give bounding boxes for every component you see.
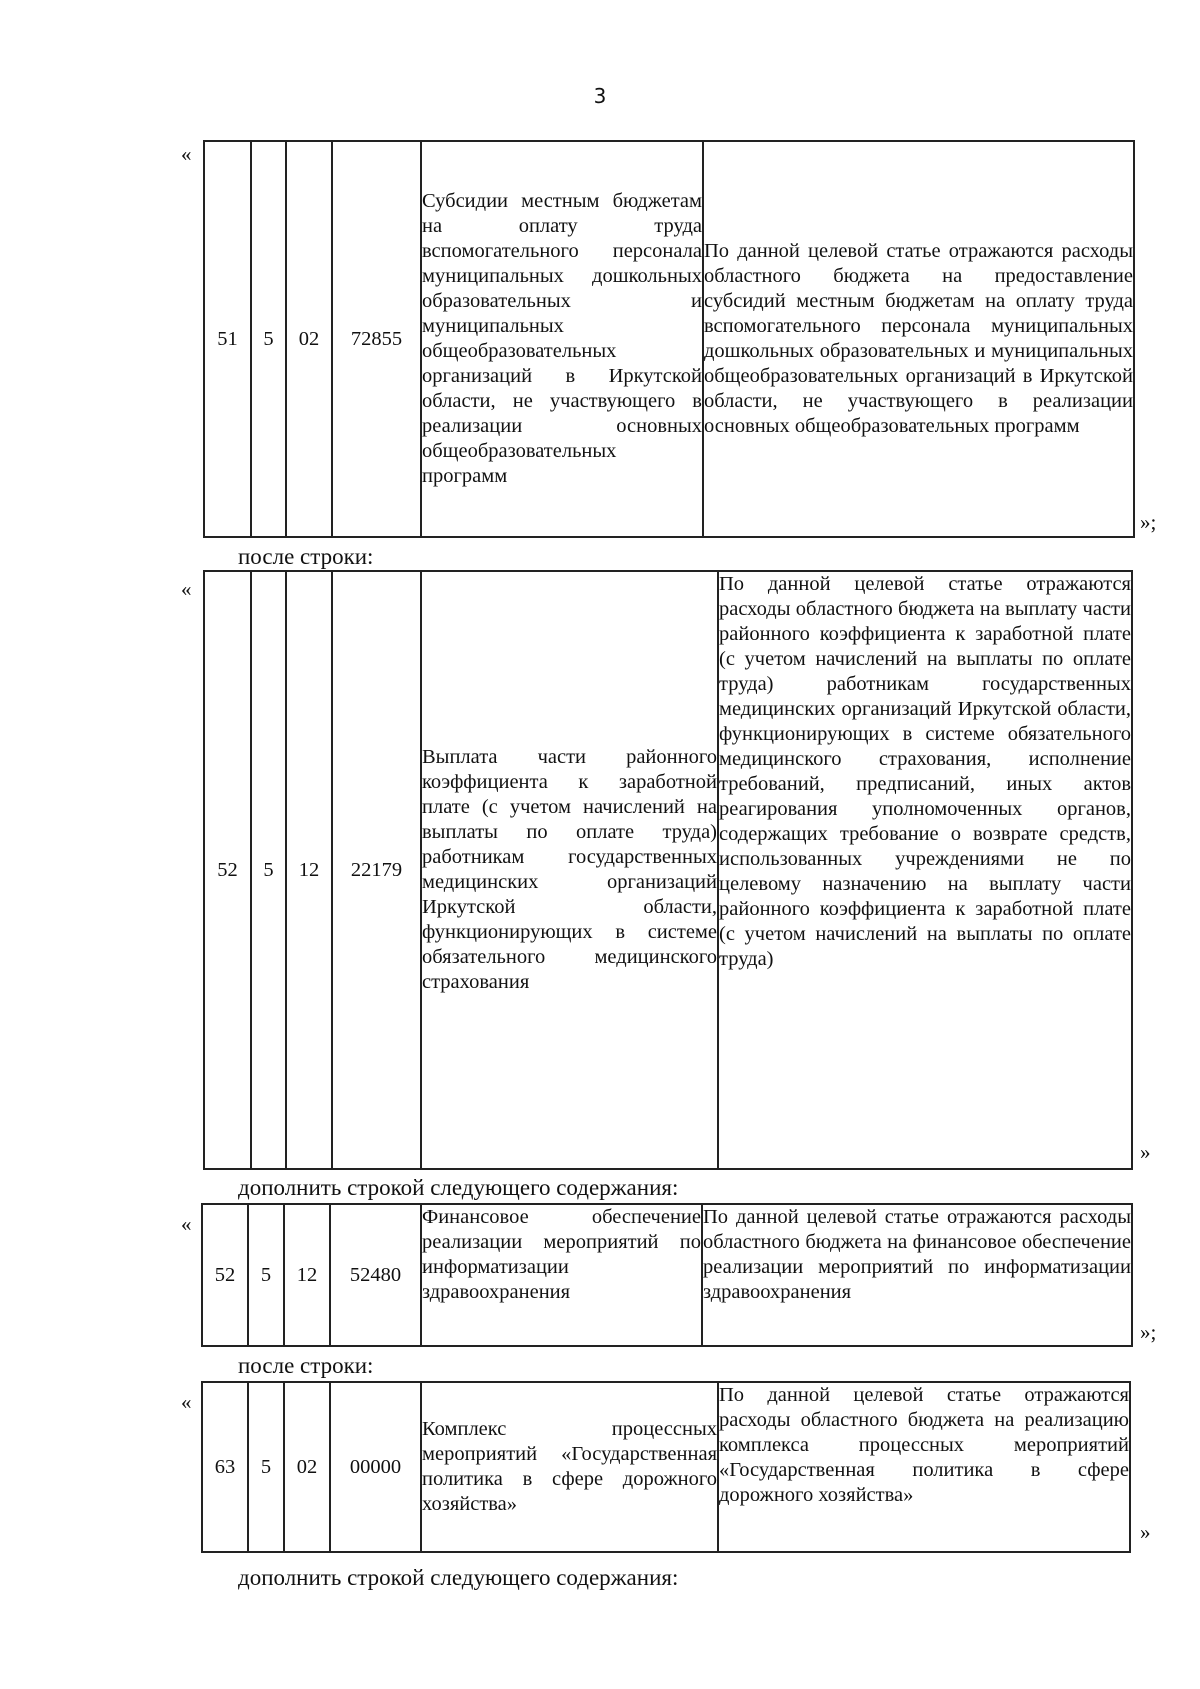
closing-quote: » — [1140, 1520, 1151, 1544]
code-cell: 63 — [202, 1382, 248, 1552]
code-cell: 02 — [284, 1382, 330, 1552]
budget-table-row — [201, 1203, 1133, 1347]
code-cell: 52480 — [330, 1204, 421, 1346]
code-cell: 02 — [286, 141, 332, 537]
code-cell: 51 — [204, 141, 251, 537]
expense-description-cell: По данной целевой статье отражаются расходы областного бюджета на предоставление субсидий местным бюджетам на оплату труда вспомогательного персонала муниципальных дошкольных образовательных и муниципальных общеобразовательных организаций в Иркутской области, не участвующего в реализации основных общеобразовательных программ — [703, 141, 1134, 537]
add-row-caption: дополнить строкой следующего содержания: — [238, 1175, 679, 1200]
budget-table-row — [201, 1381, 1131, 1553]
page-number: 3 — [593, 84, 607, 108]
expense-name-cell: Финансовое обеспечение реализации мероприятий по информатизации здравоохранения — [421, 1204, 702, 1346]
code-cell: 5 — [251, 141, 286, 537]
expense-name-cell: Комплекс процессных мероприятий «Государственная политика в сфере дорожного хозяйства» — [421, 1382, 718, 1552]
add-row-caption: дополнить строкой следующего содержания: — [238, 1565, 679, 1590]
opening-quote: « — [181, 577, 192, 601]
opening-quote: « — [181, 1212, 192, 1236]
budget-table-row — [203, 140, 1135, 538]
code-cell: 00000 — [330, 1382, 421, 1552]
code-cell: 5 — [248, 1382, 284, 1552]
expense-description-cell: По данной целевой статье отражаются расходы областного бюджета на реализацию комплекса процессных мероприятий «Государственная политика в сфере дорожного хозяйства» — [718, 1382, 1130, 1552]
after-row-caption: после строки: — [238, 544, 374, 569]
code-cell: 22179 — [332, 571, 421, 1169]
code-cell: 52 — [202, 1204, 248, 1346]
code-cell: 52 — [204, 571, 251, 1169]
code-cell: 12 — [284, 1204, 330, 1346]
code-cell: 5 — [248, 1204, 284, 1346]
closing-quote: » — [1140, 1140, 1151, 1164]
code-cell: 5 — [251, 571, 286, 1169]
code-cell: 12 — [286, 571, 332, 1169]
expense-description-cell: По данной целевой статье отражаются расходы областного бюджета на выплату части районного коэффициента к заработной плате (с учетом начислений на выплаты по оплате труда) работникам государственных медицинских организаций Иркутской области, функционирующих в системе обязательного медицинского страхования, исполнение требований, предписаний, иных актов реагирования уполномоченных органов, содержащих требование о возврате средств, использованных учреждениями не по целевому назначению на выплату части районного коэффициента к заработной плате (с учетом начислений на выплаты по оплате труда) — [718, 571, 1132, 1169]
code-cell: 72855 — [332, 141, 421, 537]
after-row-caption: после строки: — [238, 1353, 374, 1378]
closing-quote: »; — [1140, 1320, 1157, 1344]
opening-quote: « — [181, 142, 192, 166]
closing-quote: »; — [1140, 510, 1157, 534]
expense-name-cell: Субсидии местным бюджетам на оплату труда вспомогательного персонала муниципальных дошкольных образовательных и муниципальных общеобразовательных организаций в Иркутской области, не участвующего в реализации основных общеобразовательных программ — [421, 141, 703, 537]
opening-quote: « — [181, 1390, 192, 1414]
expense-name-cell: Выплата части районного коэффициента к заработной плате (с учетом начислений на выплаты по оплате труда) работникам государственных медицинских организаций Иркутской области, функционирующих в системе обязательного медицинского страхования — [421, 571, 718, 1169]
budget-table-row — [203, 570, 1133, 1170]
expense-description-cell: По данной целевой статье отражаются расходы областного бюджета на финансовое обеспечение реализации мероприятий по информатизации здравоохранения — [702, 1204, 1132, 1346]
